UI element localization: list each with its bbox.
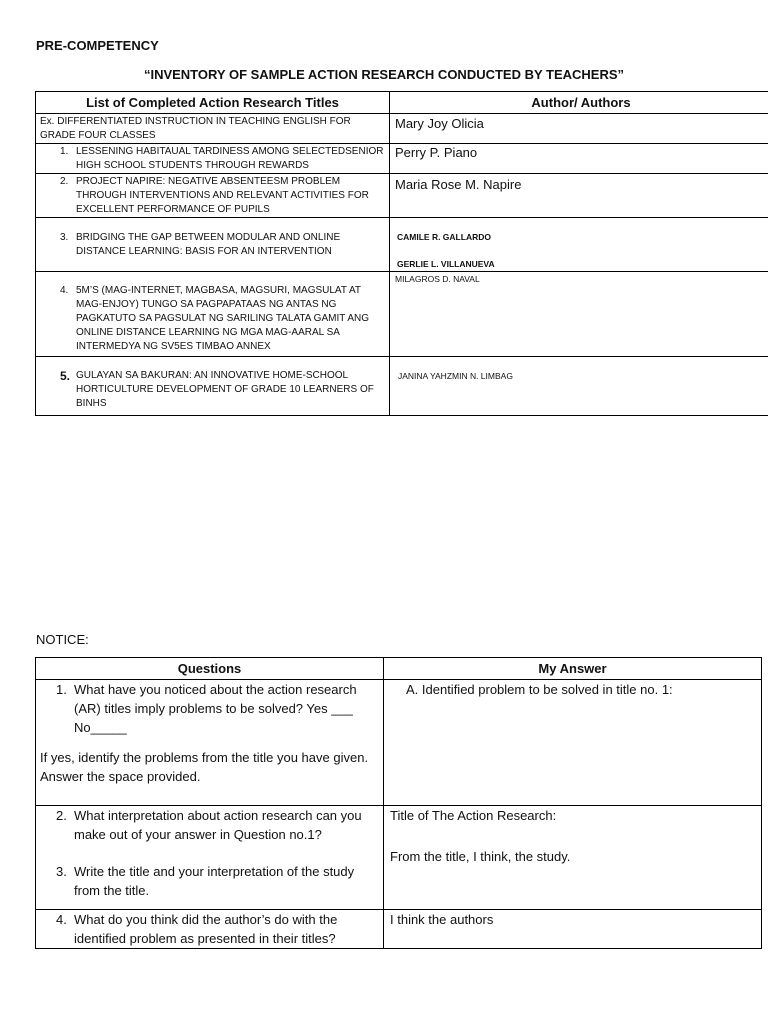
row-title: PROJECT NAPIRE: NEGATIVE ABSENTEESM PROBLEM THROUGH INTERVENTIONS AND RELEVANT ACTIVITIES FOR EXCELLENT PERFORMANCE OF PUPILS [76, 176, 369, 215]
answer-column-header: My Answer [384, 658, 762, 680]
row-author: CAMILE R. GALLARDO [397, 232, 491, 242]
inventory-table [35, 91, 768, 416]
question-number: 2. [56, 808, 67, 823]
question-text: What do you think did the author’s do with the identified problem as presented in their titles? [74, 912, 338, 946]
questions-column-header: Questions [36, 658, 384, 680]
inventory-header-row [36, 92, 768, 114]
question-text: Write the title and your interpretation of the study from the title. [74, 864, 355, 898]
row-number: 5. [60, 369, 71, 383]
question-followup: If yes, identify the problems from the title you have given. Answer the space provided. [40, 750, 369, 784]
table-row [36, 357, 768, 416]
row-number: 2. [60, 176, 69, 187]
row-number: 1. [60, 146, 69, 157]
example-author: Mary Joy Olicia [395, 116, 484, 131]
question-text: What have you noticed about the action research (AR) titles imply problems to be solved? Yes ___ No_____ [74, 682, 357, 735]
row-author: Perry P. Piano [395, 145, 478, 160]
question-row [36, 806, 762, 910]
row-title: LESSENING HABITAUAL TARDINESS AMONG SELECTEDSENIOR HIGH SCHOOL STUDENTS THROUGH REWARDS [76, 146, 384, 171]
row-number: 4. [60, 285, 69, 296]
notice-label: NOTICE: [36, 632, 89, 647]
row-title: BRIDGING THE GAP BETWEEN MODULAR AND ONLINE DISTANCE LEARNING: BASIS FOR AN INTERVENTION [76, 232, 341, 257]
question-number: 3. [56, 864, 67, 879]
pre-competency-label: PRE-COMPETENCY [36, 38, 159, 53]
answer-text: Title of The Action Research: [390, 808, 557, 823]
answer-text: I think the authors [390, 912, 494, 927]
table-row [36, 144, 768, 174]
notice-table [35, 657, 762, 949]
example-row [36, 114, 768, 144]
row-title: GULAYAN SA BAKURAN: AN INNOVATIVE HOME-SCHOOL HORTICULTURE DEVELOPMENT OF GRADE 10 LEARNERS OF BINHS [76, 370, 374, 409]
authors-column-header: Author/ Authors [390, 92, 768, 114]
example-title: Ex. DIFFERENTIATED INSTRUCTION IN TEACHING ENGLISH FOR GRADE FOUR CLASSES [40, 116, 351, 141]
row-number: 3. [60, 232, 69, 243]
page-title: “INVENTORY OF SAMPLE ACTION RESEARCH CONDUCTED BY TEACHERS” [143, 67, 625, 82]
question-number: 4. [56, 912, 67, 927]
row-author: Maria Rose M. Napire [395, 177, 522, 192]
question-row [36, 910, 762, 949]
question-text: What interpretation about action research can you make out of your answer in Question no.1? [74, 808, 362, 842]
answer-text: From the title, I think, the study. [390, 849, 571, 864]
row-author: GERLIE L. VILLANUEVA [397, 259, 495, 269]
row-author: MILAGROS D. NAVAL [395, 274, 480, 284]
notice-header-row [36, 658, 762, 680]
question-row [36, 680, 762, 806]
table-row [36, 218, 768, 272]
question-number: 1. [56, 682, 67, 697]
titles-column-header: List of Completed Action Research Titles [36, 92, 390, 114]
table-row [36, 272, 768, 357]
answer-text: A. Identified problem to be solved in title no. 1: [406, 682, 673, 697]
row-title: 5M’S (MAG-INTERNET, MAGBASA, MAGSURI, MAGSULAT AT MAG-ENJOY) TUNGO SA PAGPAPATAAS NG ANTAS NG PAGKATUTO SA PAGSULAT NG SARILING TALATA GAMIT ANG ONLINE DISTANCE LEARNING NG MGA MAG-AARAL SA INTERMEDYA NG SV5ES TIMBAO ANNEX [76, 285, 370, 352]
table-row [36, 174, 768, 218]
row-author: JANINA YAHZMIN N. LIMBAG [398, 371, 513, 381]
